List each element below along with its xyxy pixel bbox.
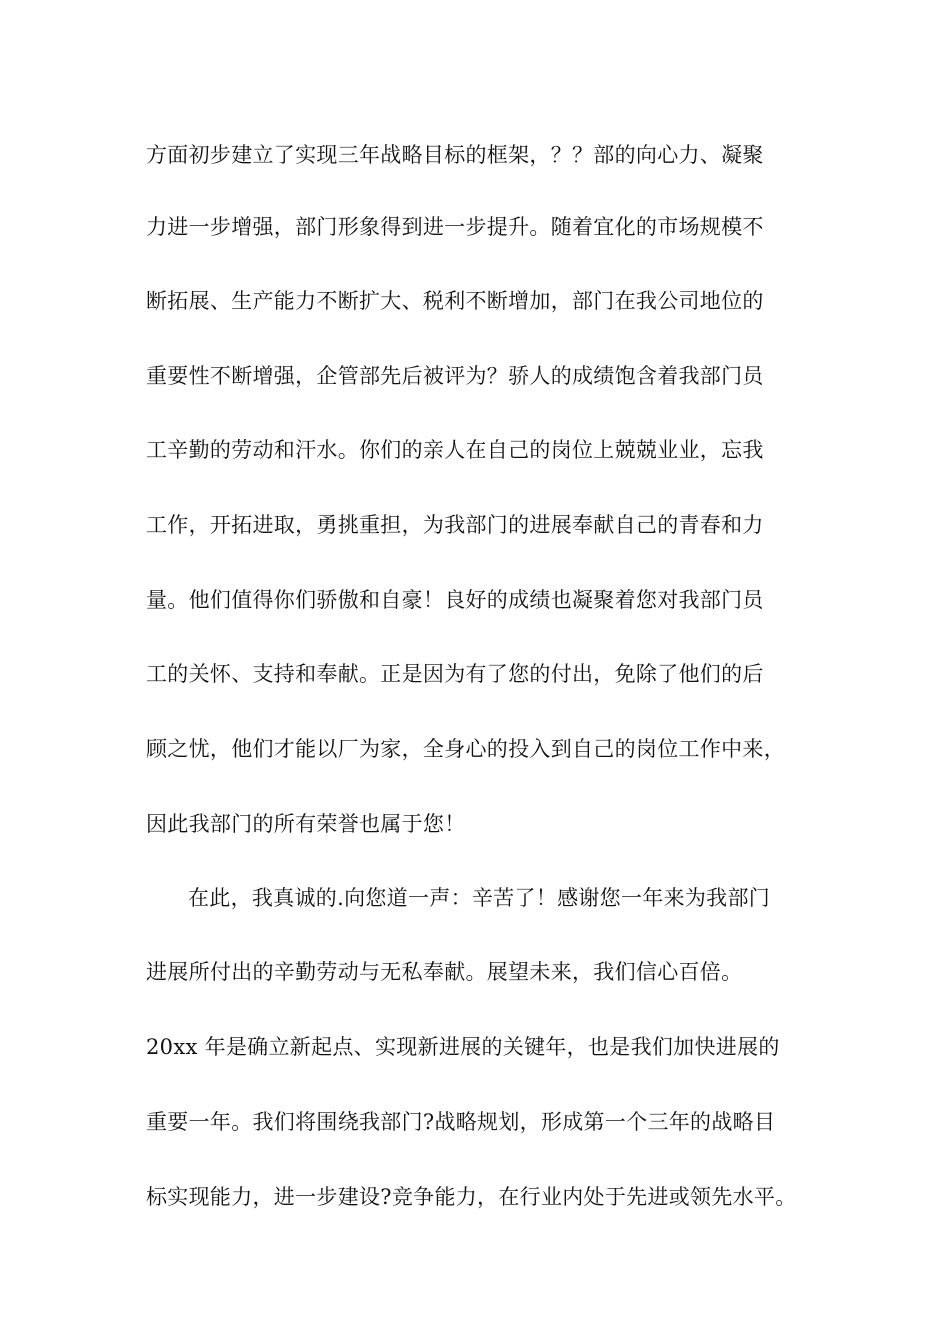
text-line: 工的关怀、支持和奉献。正是因为有了您的付出，免除了他们的后	[146, 662, 764, 686]
text-line: 量。他们值得你们骄傲和自豪！良好的成绩也凝聚着您对我部门员	[146, 588, 764, 612]
text-line: 20xx 年是确立新起点、实现新进展的关键年，也是我们加快进展的	[146, 1035, 780, 1059]
text-line: 重要性不断增强，企管部先后被评为？骄人的成绩饱含着我部门员	[146, 364, 764, 388]
text-line: 工作，开拓进取，勇挑重担，为我部门的进展奉献自己的青春和力	[146, 513, 764, 537]
text-line: 进展所付出的辛勤劳动与无私奉献。展望未来，我们信心百倍。	[146, 960, 743, 984]
paragraph-first-line: 在此，我真诚的.向您道一声：辛苦了！感谢您一年来为我部门	[188, 886, 771, 910]
text-line: 方面初步建立了实现三年战略目标的框架，？？部的向心力、凝聚	[146, 143, 764, 167]
text-line: 标实现能力，进一步建设?竞争能力，在行业内处于先进或领先水平。	[146, 1185, 797, 1209]
text-line: 力进一步增强，部门形象得到进一步提升。随着宜化的市场规模不	[146, 215, 764, 239]
text-line: 工辛勤的劳动和汗水。你们的亲人在自己的岗位上兢兢业业，忘我	[146, 438, 764, 462]
text-line: 因此我部门的所有荣誉也属于您！	[146, 812, 466, 836]
text-line: 顾之忧，他们才能以厂为家，全身心的投入到自己的岗位工作中来，	[146, 737, 785, 761]
text-line: 重要一年。我们将围绕我部门?战略规划，形成第一个三年的战略目	[146, 1110, 776, 1134]
text-line: 断拓展、生产能力不断扩大、税利不断增加，部门在我公司地位的	[146, 289, 764, 313]
